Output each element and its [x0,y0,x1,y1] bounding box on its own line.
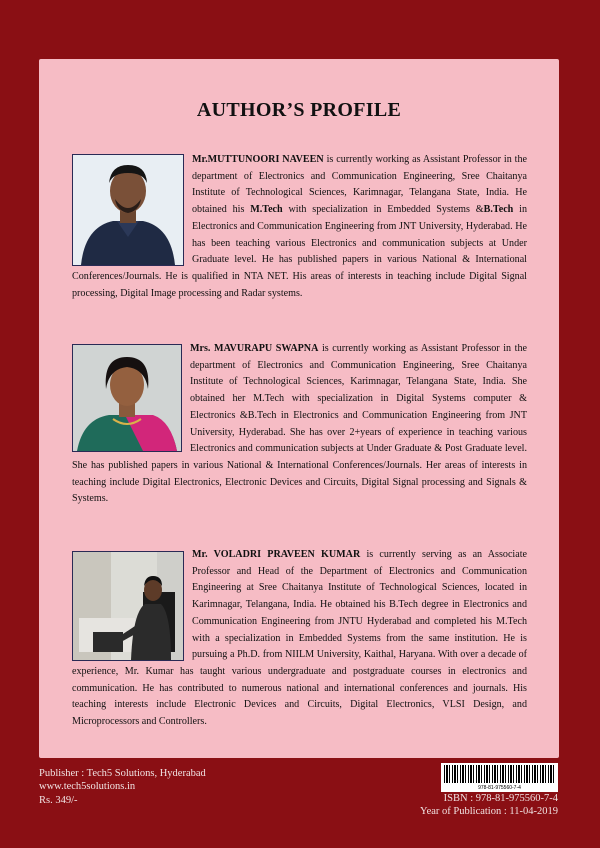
author-name-3: Mr. VOLADRI PRAVEEN KUMAR [192,549,361,560]
barcode-number: 978-81-975560-7-4 [478,785,521,791]
publisher-website: www.tech5solutions.in [39,781,136,793]
author-photo-naveen [72,154,184,266]
isbn-text: ISBN : 978-81-975560-7-4 [443,793,558,804]
barcode-bars [444,765,555,783]
author-bio-2: Mrs. MAVURAPU SWAPNA is currently working as Assistant Professor in the department of Electronics and Communication Engineering, Sree Chaitanya Institute of Technological Sciences, Karimnagar, Telangana State, India. She obtained her M.Tech with specialization in Digital Systems computer & Electronics &B.Tech in Electronics and Communication Engineering from JNT University, Hyderabad. She has over 2+years of experience in teaching various Electronics and communication subjects at Under Graduate & Post Graduate level. She has published papers in various National & International Conferences/Journals. Her areas of interests in teaching include Digital Electronics, Electronic Devices and Circuits, Digital Signal processing and Signals & Systems. [72,343,527,505]
publisher-name: Publisher : Tech5 Solutions, Hyderabad [39,768,206,779]
publisher-info [39,767,206,807]
publication-year: Year of Publication : 11-04-2019 [420,806,558,818]
author-name-2: Mrs. MAVURAPU SWAPNA [190,343,319,354]
author-photo-praveen [72,551,184,661]
author-photo-swapna [72,344,182,452]
author-bio-1: Mr.MUTTUNOORI NAVEEN is currently working as Assistant Professor in the department of Electronics and Communication Engineering, Sree Chaitanya Institute of Technological Sciences, Karimnagar, Telangana State, India. He obtained his M.Tech with specialization in Embedded Systems &B.Tech in Electronics and Communication Engineering from JNT University, Hyderabad. He has been teaching various Electronics and communication subjects at Under Graduate level. He has published papers in various National & International Conferences/Journals. He is qualified in NTA NET. His areas of interests in teaching include Digital Signal processing, Digital Image processing and Radar systems. [72,154,528,299]
book-price: Rs. 349/- [39,794,78,806]
isbn-barcode [441,763,558,792]
author-bio-3: Mr. VOLADRI PRAVEEN KUMAR is currently serving as an Associate Professor and Head of the Department of Electronics and Communication Engineering at Sree Chaitanya Institute of Technological Sciences, located in Karimnagar, Telangana, India. He obtained his B.Tech degree in Electronics and Communication Engineering from JNTU Hyderabad and completed his M.Tech with a specialization in Embedded Systems from the same institution. He is pursuing a Ph.D. from NIILM University, Kaithal, Haryana. With over a decade of experience, Mr. Kumar has taught various undergraduate and postgraduate courses in electronics and communication. He has contributed to numerous national and international conferences and journals. His teaching interests include Electronic Devices and Circuits, Digital Electronics, VLSI Design, and Microprocessors and Controllers. [72,549,527,728]
profile-panel [39,59,559,758]
page-title: AUTHOR’S PROFILE [196,99,402,121]
isbn-info [420,792,558,819]
author-name-1: Mr.MUTTUNOORI NAVEEN [192,154,324,165]
